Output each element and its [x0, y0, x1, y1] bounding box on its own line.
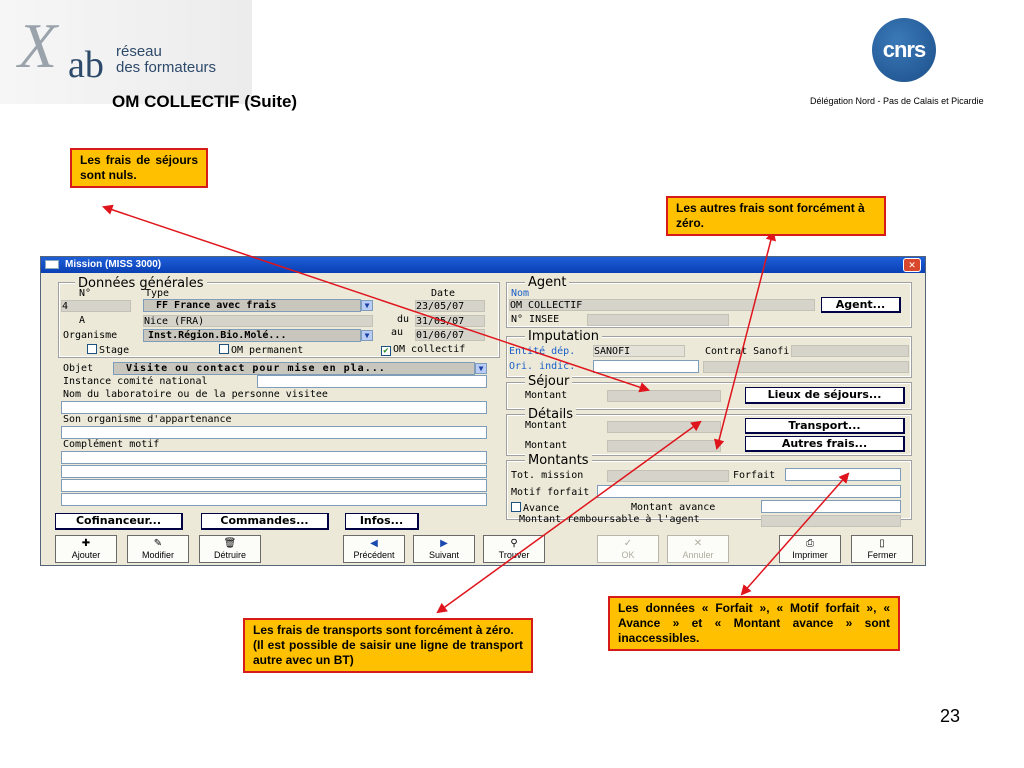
date-value: 23/05/07: [416, 301, 465, 312]
precedent-label: Précédent: [353, 550, 395, 560]
motif-forfait-label: Motif forfait: [511, 487, 590, 498]
check-icon[interactable]: ✔: [381, 346, 391, 356]
a-label: A: [79, 315, 86, 326]
tot-mission-label: Tot. mission: [511, 470, 584, 481]
labo-label: Nom du laboratoire ou de la personne visitee: [63, 389, 328, 400]
lieux-sejours-button[interactable]: Lieux de séjours...: [745, 387, 905, 404]
transport-button[interactable]: Transport...: [745, 418, 905, 434]
ok-label: OK: [621, 550, 635, 560]
check-icon: ✓: [623, 538, 633, 549]
montant-avance-label: Montant avance: [631, 502, 716, 513]
chevron-down-icon[interactable]: ▼: [361, 330, 373, 341]
au-label: au: [391, 327, 404, 338]
chevron-down-icon[interactable]: ▼: [475, 363, 487, 374]
door-icon: ▯: [879, 538, 885, 549]
binoculars-icon: ⚲: [510, 538, 518, 549]
callout-frais-sejours: Les frais de séjours sont nuls.: [70, 148, 208, 188]
callout-autres-frais: Les autres frais sont forcément à zéro.: [666, 196, 886, 236]
page-title: OM COLLECTIF (Suite): [112, 92, 298, 111]
trouver-label: Trouver: [498, 550, 530, 560]
cancel-icon: ✕: [693, 538, 703, 549]
arrow-transports: [438, 422, 700, 612]
arrow-frais-sejours: [104, 207, 648, 390]
edit-icon: ✎: [153, 538, 163, 549]
type-select[interactable]: FF France avec frais: [143, 299, 361, 312]
nom-label: Nom: [511, 288, 530, 299]
cofinanceur-button[interactable]: Cofinanceur...: [55, 513, 183, 530]
no-label: N°: [79, 288, 92, 299]
organisme-select[interactable]: Inst.Région.Bio.Molé...: [143, 329, 361, 342]
du-value: 31/05/07: [416, 316, 465, 327]
callout-transports-line1: Les frais de transports sont forcément à zéro.: [253, 623, 514, 637]
insee-label: N° INSEE: [511, 314, 560, 325]
sejour-montant-label: Montant: [525, 390, 568, 401]
xlab-logo-ab: ab: [68, 44, 104, 86]
commandes-button[interactable]: Commandes...: [201, 513, 329, 530]
chevron-down-icon[interactable]: ▼: [361, 300, 373, 311]
no-value: 4: [62, 301, 69, 312]
fermer-label: Fermer: [867, 550, 897, 560]
logo-sub-line1: réseau: [116, 43, 162, 60]
delegation-label: Délégation Nord - Pas de Calais et Picardie: [810, 96, 984, 106]
callout-transports: [243, 618, 533, 673]
cnrs-logo: cnrs: [872, 18, 936, 82]
modifier-label: Modifier: [141, 550, 174, 560]
autres-frais-button[interactable]: Autres frais...: [745, 436, 905, 452]
montants-legend: Montants: [525, 454, 592, 467]
organisme-label: Organisme: [63, 330, 118, 341]
infos-button[interactable]: Infos...: [345, 513, 419, 530]
callout-forfait: Les données « Forfait », « Motif forfait », « Avance » et « Montant avance » sont inaccessibles.: [608, 596, 900, 651]
nom-value: OM COLLECTIF: [510, 300, 583, 311]
org-app-label: Son organisme d'appartenance: [63, 414, 232, 425]
forfait-label: Forfait: [733, 470, 776, 481]
entite-value: SANOFI: [594, 346, 631, 357]
sejour-legend: Séjour: [525, 375, 572, 388]
objet-label: Objet: [63, 363, 94, 374]
a-value: Nice (FRA): [144, 316, 205, 327]
agent-legend: Agent: [525, 276, 569, 289]
ajouter-label: Ajouter: [71, 550, 101, 560]
imprimer-label: Imprimer: [792, 550, 828, 560]
page-number: 23: [940, 706, 961, 726]
annuler-label: Annuler: [682, 550, 714, 560]
stage-label: Stage: [99, 345, 130, 356]
contrat-label: Contrat Sanofi: [705, 346, 790, 357]
donnees-legend: Données générales: [75, 277, 207, 290]
instance-label: Instance comité national: [63, 376, 208, 387]
suivant-label: Suivant: [428, 550, 460, 560]
add-icon: ✚: [81, 538, 91, 549]
om-permanent-label: OM permanent: [231, 345, 304, 356]
entite-label: Entité dép.: [509, 346, 576, 357]
transport-montant-label: Montant: [525, 420, 568, 431]
logo-sub-line2: des formateurs: [116, 59, 217, 76]
callout-transports-line2: (Il est possible de saisir une ligne de transport autre avec un BT): [253, 638, 523, 667]
arrow-forfait: [742, 474, 848, 594]
objet-select[interactable]: Visite ou contact pour mise en pla...: [113, 362, 475, 375]
agent-button[interactable]: Agent...: [821, 297, 901, 313]
imputation-legend: Imputation: [525, 330, 602, 343]
avance-label: Avance: [523, 503, 560, 514]
detruire-label: Détruire: [213, 550, 246, 560]
date-label: Date: [431, 288, 456, 299]
details-legend: Détails: [525, 408, 576, 421]
xlab-logo-x: X: [18, 10, 52, 81]
trash-icon: 🗑: [223, 538, 237, 549]
printer-icon: ⎙: [806, 538, 814, 549]
close-icon[interactable]: ✕: [903, 258, 921, 272]
arrow-right-icon: ▶: [440, 538, 448, 549]
autres-montant-label: Montant: [525, 440, 568, 451]
du-label: du: [397, 314, 410, 325]
au-value: 01/06/07: [416, 330, 465, 341]
arrow-left-icon: ◀: [370, 538, 378, 549]
complement-label: Complément motif: [63, 439, 160, 450]
type-label: Type: [145, 288, 170, 299]
om-collectif-label: OM collectif: [393, 344, 466, 355]
arrow-autres-frais: [717, 232, 773, 448]
ori-label: Ori. indic.: [509, 361, 576, 372]
dialog-title: Mission (MISS 3000): [65, 259, 162, 270]
rembours-label: Montant remboursable à l'agent: [519, 514, 700, 525]
